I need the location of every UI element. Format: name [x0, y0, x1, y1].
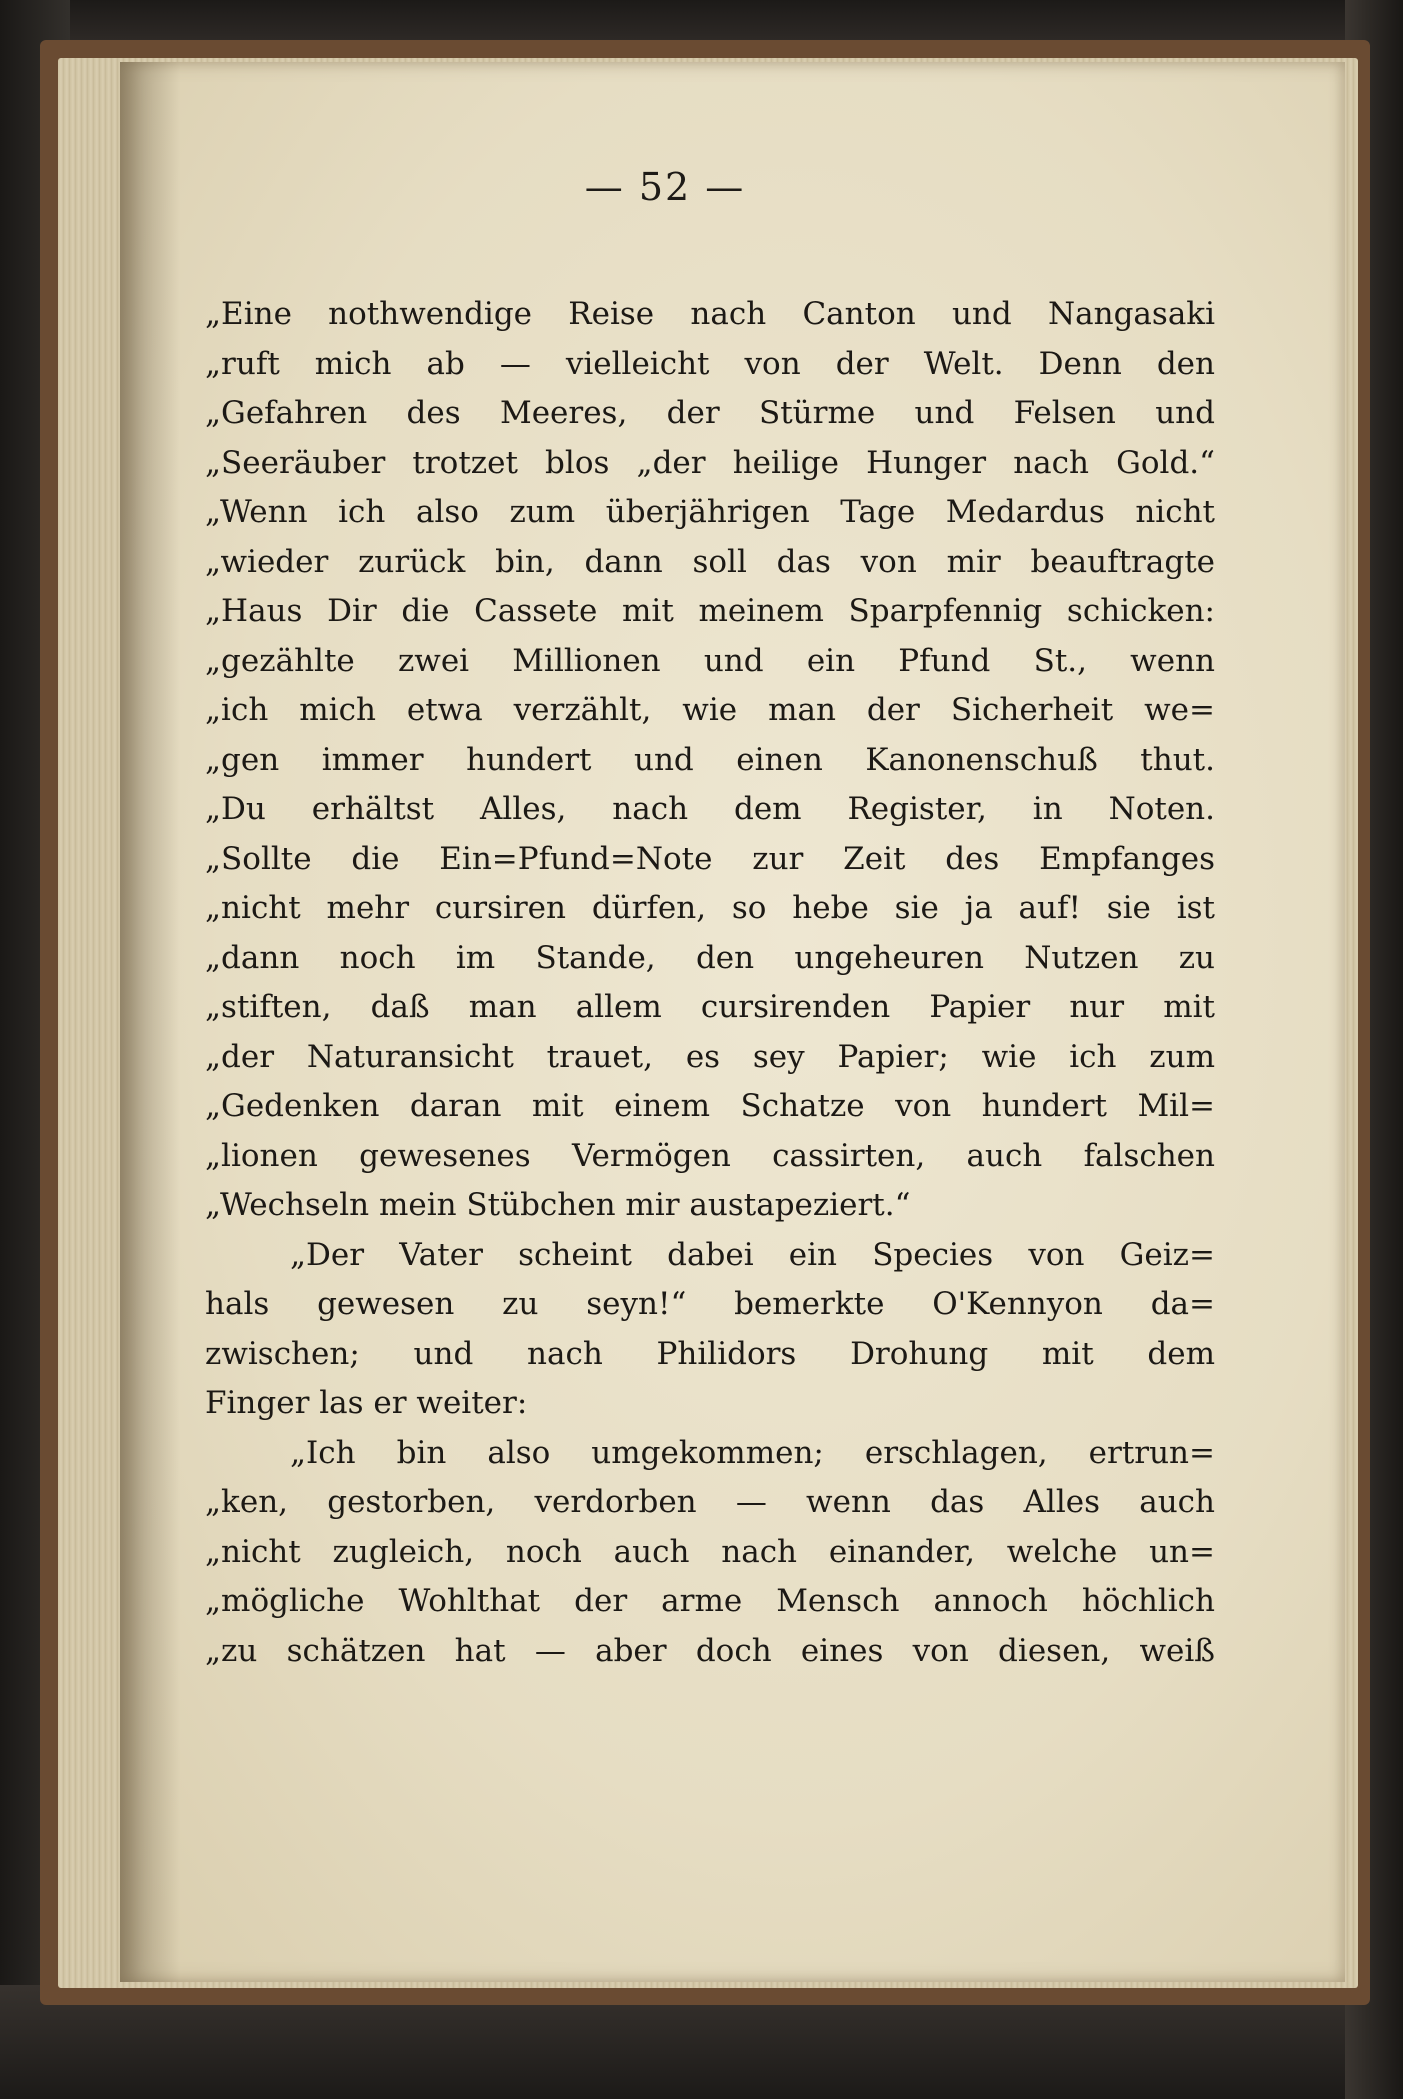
text-line: Finger las er weiter: — [205, 1385, 528, 1421]
text-line: „nicht zugleich, noch auch nach einander, welche un= — [205, 1533, 1215, 1570]
text-line: „Ich bin also umgekommen; erschlagen, ertrun= — [290, 1434, 1215, 1471]
body-text — [205, 290, 1215, 1676]
text-line: „Haus Dir die Cassete mit meinem Sparpfennig schicken: — [205, 593, 1215, 629]
text-line: zwischen; und nach Philidors Drohung mit dem — [205, 1335, 1215, 1372]
text-line: „Gefahren des Meeres, der Stürme und Felsen und — [205, 395, 1215, 431]
page-number: — 52 — — [584, 165, 746, 209]
text-line: „Wechseln mein Stübchen mir austapeziert.“ — [205, 1187, 911, 1223]
text-line: „gezählte zwei Millionen und ein Pfund St., wenn — [205, 642, 1215, 679]
text-line: „Gedenken daran mit einem Schatze von hundert Mil= — [205, 1088, 1215, 1124]
text-line: „zu schätzen hat — aber doch eines von diesen, weiß — [205, 1632, 1215, 1669]
text-line: „ich mich etwa verzählt, wie man der Sicherheit we= — [205, 692, 1215, 728]
text-line: „der Naturansicht trauet, es sey Papier; wie ich zum — [205, 1038, 1215, 1075]
text-line: „lionen gewesenes Vermögen cassirten, auch falschen — [205, 1137, 1215, 1174]
gutter-shadow — [120, 62, 180, 1982]
text-line: „Eine nothwendige Reise nach Canton und Nangasaki — [205, 296, 1215, 332]
text-line: „Wenn ich also zum überjährigen Tage Medardus nicht — [205, 494, 1215, 530]
text-line: „gen immer hundert und einen Kanonenschuß thut. — [205, 741, 1215, 778]
text-line: „Seeräuber trotzet blos „der heilige Hunger nach Gold.“ — [205, 444, 1215, 481]
text-line: „dann noch im Stande, den ungeheuren Nutzen zu — [205, 939, 1215, 976]
text-line: hals gewesen zu seyn!“ bemerkte O'Kennyon da= — [205, 1286, 1215, 1322]
text-line: „Der Vater scheint dabei ein Species von Geiz= — [290, 1236, 1215, 1273]
text-line: „ruft mich ab — vielleicht von der Welt. Denn den — [205, 345, 1215, 382]
text-line: „stiften, daß man allem cursirenden Papier nur mit — [205, 989, 1215, 1025]
text-line: „nicht mehr cursiren dürfen, so hebe sie ja auf! sie ist — [205, 890, 1215, 926]
text-line: „Sollte die Ein=Pfund=Note zur Zeit des Empfanges — [205, 840, 1215, 877]
text-line: „mögliche Wohlthat der arme Mensch annoch höchlich — [205, 1583, 1215, 1619]
text-line: „ken, gestorben, verdorben — wenn das Alles auch — [205, 1484, 1215, 1520]
text-line: „Du erhältst Alles, nach dem Register, in Noten. — [205, 791, 1215, 827]
text-line: „wieder zurück bin, dann soll das von mir beauftragte — [205, 543, 1215, 580]
